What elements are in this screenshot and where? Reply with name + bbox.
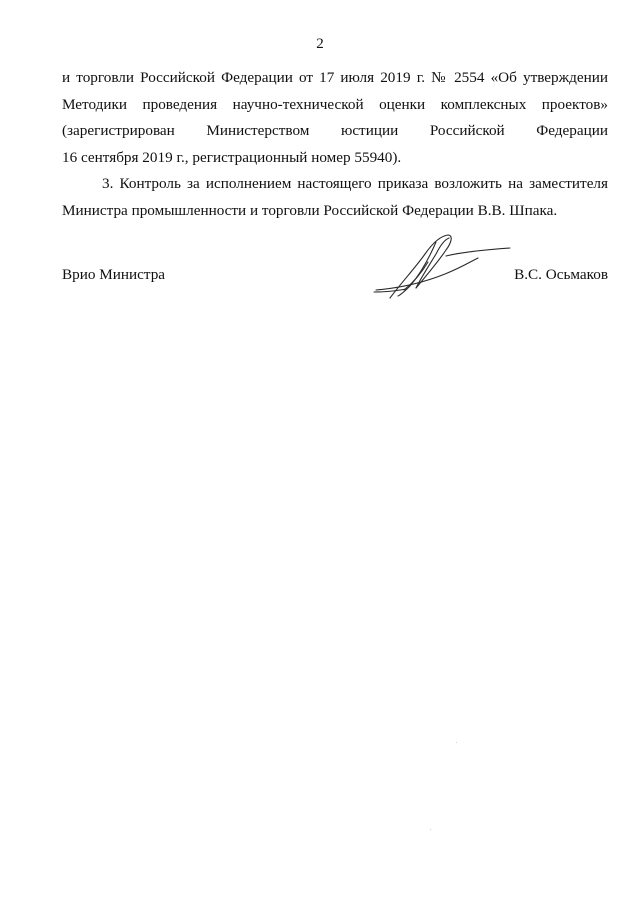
paragraph-control-clause [62, 171, 608, 224]
signatory-name: В.С. Осьмаков [514, 266, 608, 283]
paragraph-line: 16 сентября 2019 г., регистрационный номер 55940). [62, 148, 402, 166]
handwritten-signature-icon [370, 232, 520, 304]
paragraph-line: (зарегистрирован Министерством юстиции Российской Федерации [62, 122, 608, 139]
paragraph-line: и торговли Российской Федерации от 17 июля 2019 г. № 2554 «Об утверждении [62, 69, 608, 86]
paragraph-line: 3. Контроль за исполнением настоящего приказа возложить на заместителя [102, 175, 608, 192]
paragraph-line: Методики проведения научно-технической оценки комплексных проектов» [62, 95, 608, 113]
scan-speck [456, 742, 457, 743]
paragraph-line: Министра промышленности и торговли Российской Федерации В.В. Шпака. [62, 201, 558, 219]
paragraph-regulation-reference [62, 65, 608, 171]
signature-row [62, 266, 608, 286]
signatory-role: Врио Министра [62, 266, 166, 283]
page-number: 2 [316, 36, 324, 52]
scan-speck [430, 829, 431, 830]
